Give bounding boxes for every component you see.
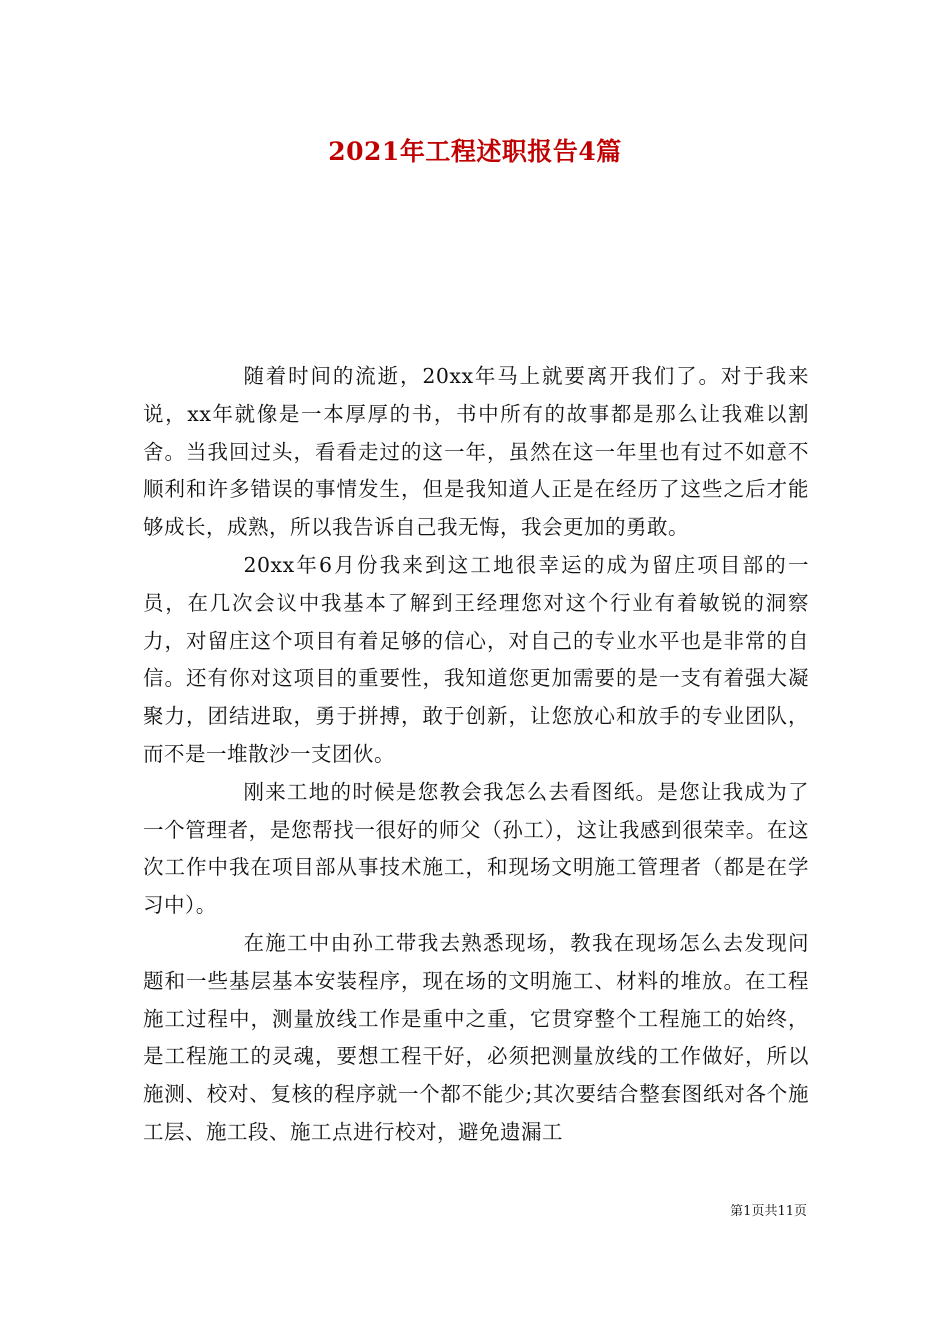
paragraph-1: 随着时间的流逝，20xx年马上就要离开我们了。对于我来说，xx年就像是一本厚厚的书，书中所有的故事都是那么让我难以割舍。当我回过头，看看走过的这一年，虽然在这一年里也有过不如意不顺利和许多错误的事情发生，但是我知道人正是在经历了这些之后才能够成长，成熟，所以我告诉自己我无悔，我会更加的勇敢。 [143,364,809,540]
document-body [143,358,809,1152]
paragraph-2: 20xx年6月份我来到这工地很幸运的成为留庄项目部的一员，在几次会议中我基本了解到王经理您对这个行业有着敏锐的洞察力，对留庄这个项目有着足够的信心，对自己的专业水平也是非常的自信。还有你对这项目的重要性，我知道您更加需要的是一支有着强大凝聚力，团结进取，勇于拼搏，敢于创新，让您放心和放手的专业团队，而不是一堆散沙一支团伙。 [143,552,809,766]
document-title: 2021年工程述职报告4篇 [328,137,622,166]
paragraph-3: 刚来工地的时候是您教会我怎么去看图纸。是您让我成为了一个管理者，是您帮找一很好的师父（孙工），这让我感到很荣幸。在这次工作中我在项目部从事技术施工，和现场文明施工管理者（都是在学习中）。 [143,779,809,918]
page-number-footer: 第1页共11页 [730,1204,807,1219]
paragraph-4: 在施工中由孙工带我去熟悉现场，教我在现场怎么去发现问题和一些基层基本安装程序，现在场的文明施工、材料的堆放。在工程施工过程中，测量放线工作是重中之重，它贯穿整个工程施工的始终，是工程施工的灵魂，要想工程干好，必须把测量放线的工作做好，所以施测、校对、复核的程序就一个都不能少;其次要结合整套图纸对各个施工层、施工段、施工点进行校对，避免遗漏工 [143,930,809,1144]
